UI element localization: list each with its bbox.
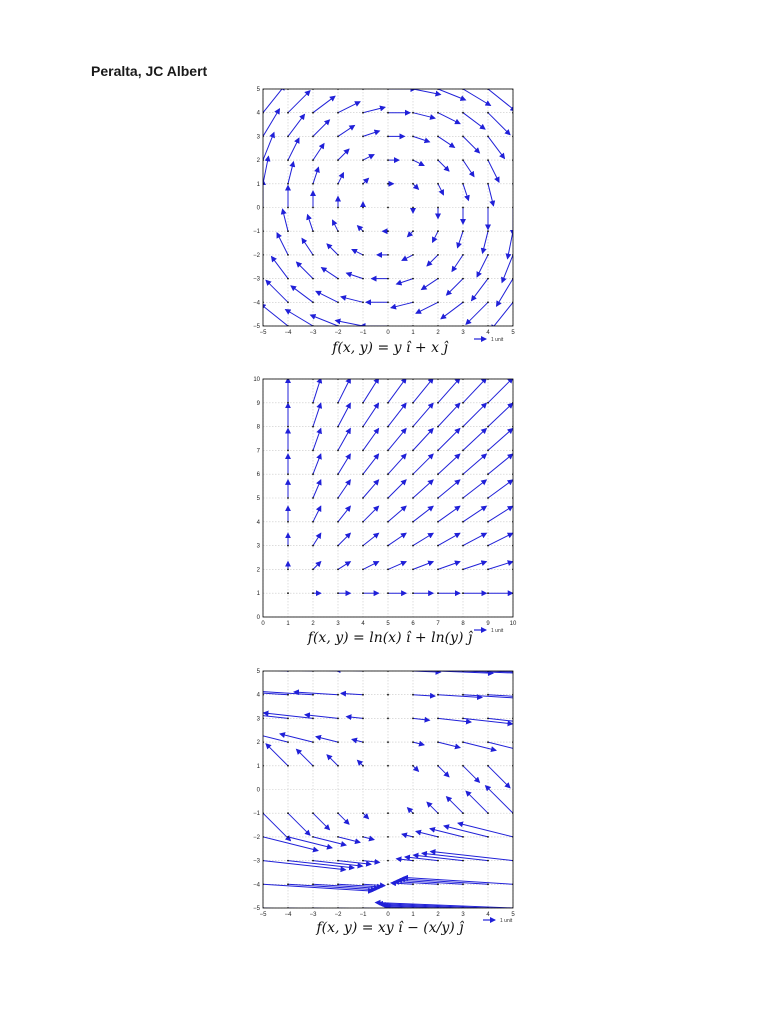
vector-arrow xyxy=(438,742,460,748)
grid-point xyxy=(362,883,364,885)
grid-point xyxy=(412,836,414,838)
quiver-key-label: 1 unit xyxy=(491,337,504,343)
vector-arrow xyxy=(444,826,488,837)
grid-point xyxy=(312,694,314,696)
grid-point xyxy=(362,860,364,862)
y-tick-label: 9 xyxy=(256,400,260,407)
y-tick-label: 5 xyxy=(256,496,260,502)
grid-point xyxy=(337,718,339,720)
grid-point xyxy=(412,765,414,767)
vector-arrow xyxy=(126,666,264,672)
y-tick-label: −2 xyxy=(253,834,260,841)
x-tick-label: 1 xyxy=(286,621,290,627)
y-tick-label: −4 xyxy=(253,300,260,307)
grid-point xyxy=(387,741,389,743)
vector-arrow xyxy=(402,834,413,837)
quiver-key-label: 1 unit xyxy=(500,918,513,924)
grid-point xyxy=(387,860,389,862)
grid-point xyxy=(412,741,414,743)
vector-arrow xyxy=(244,731,288,742)
y-tick-label: −3 xyxy=(253,276,260,283)
grid-point xyxy=(487,694,489,696)
grid-point xyxy=(362,741,364,743)
vector-arrow xyxy=(488,766,510,788)
vector-arrow xyxy=(391,883,413,884)
vector-arrow xyxy=(363,813,369,819)
grid-point xyxy=(487,812,489,814)
grid-point xyxy=(387,694,389,696)
grid-point xyxy=(437,741,439,743)
grid-point xyxy=(412,860,414,862)
vector-arrow xyxy=(313,813,330,830)
grid-point xyxy=(487,741,489,743)
grid-point xyxy=(462,883,464,885)
y-tick-label: 1 xyxy=(256,763,260,770)
vector-arrow xyxy=(347,717,364,719)
vector-arrow xyxy=(447,797,464,814)
grid-point xyxy=(462,836,464,838)
grid-point xyxy=(337,860,339,862)
vector-arrow xyxy=(513,718,596,727)
vector-arrow xyxy=(266,744,288,766)
grid-point xyxy=(362,718,364,720)
y-tick-label: 0 xyxy=(256,615,260,621)
y-tick-label: 1 xyxy=(256,591,260,598)
vector-arrow xyxy=(208,728,263,742)
vector-arrow xyxy=(263,837,318,851)
vector-arrow xyxy=(352,739,363,742)
vector-arrow xyxy=(427,802,438,813)
grid-point xyxy=(362,812,364,814)
x-tick-label: −5 xyxy=(259,912,267,918)
grid-point xyxy=(437,718,439,720)
vector-arrow xyxy=(466,791,488,813)
grid-point xyxy=(412,883,414,885)
y-tick-label: 0 xyxy=(256,205,260,212)
vector-arrow xyxy=(231,668,314,671)
vector-arrow xyxy=(288,837,332,848)
y-tick-label: 5 xyxy=(256,87,260,93)
x-tick-label: −1 xyxy=(359,912,367,918)
vector-arrow xyxy=(488,671,598,675)
grid-point xyxy=(287,765,289,767)
y-tick-label: −5 xyxy=(253,906,260,912)
vector-arrow xyxy=(363,884,385,885)
y-tick-label: −4 xyxy=(253,882,260,889)
grid-point xyxy=(387,812,389,814)
vector-arrow xyxy=(416,831,438,837)
y-tick-label: 4 xyxy=(256,692,260,699)
x-tick-label: 0 xyxy=(261,621,265,627)
grid-point xyxy=(337,836,339,838)
x-tick-label: 9 xyxy=(486,621,490,627)
y-tick-label: 5 xyxy=(256,669,260,675)
grid-point xyxy=(487,883,489,885)
y-tick-label: −5 xyxy=(253,324,260,330)
x-tick-label: −3 xyxy=(309,912,317,918)
grid-point xyxy=(287,694,289,696)
grid-point xyxy=(437,694,439,696)
vector-arrow xyxy=(288,813,310,835)
y-tick-label: 0 xyxy=(256,787,260,794)
x-tick-label: −4 xyxy=(284,330,292,336)
vector-arrow xyxy=(358,760,364,766)
grid-point xyxy=(337,741,339,743)
y-tick-label: 4 xyxy=(256,519,260,526)
vector-arrow xyxy=(463,766,480,783)
vector-arrow xyxy=(297,749,314,766)
y-tick-label: 4 xyxy=(256,110,260,117)
vector-arrow xyxy=(513,695,623,702)
vector-arrow xyxy=(413,718,430,720)
y-tick-label: −3 xyxy=(253,858,260,865)
vector-arrow xyxy=(438,766,449,777)
vector-arrow xyxy=(408,808,414,814)
y-tick-label: −1 xyxy=(253,229,260,236)
grid-point xyxy=(387,836,389,838)
grid-point xyxy=(437,765,439,767)
vector-arrow xyxy=(513,742,568,756)
x-tick-label: 4 xyxy=(486,912,490,918)
grid-point xyxy=(287,718,289,720)
x-tick-label: 3 xyxy=(461,912,465,918)
grid-point xyxy=(462,718,464,720)
grid-point xyxy=(287,812,289,814)
vector-arrow xyxy=(313,908,396,911)
grid-point xyxy=(487,836,489,838)
vector-arrow xyxy=(327,755,338,766)
x-tick-label: 2 xyxy=(436,330,440,336)
y-tick-label: 2 xyxy=(256,567,260,574)
x-tick-label: 3 xyxy=(336,621,340,627)
vector-arrow xyxy=(363,837,374,840)
grid-point xyxy=(337,812,339,814)
y-tick-label: 10 xyxy=(253,377,260,383)
grid-point xyxy=(312,765,314,767)
author-name: Peralta, JC Albert xyxy=(91,63,208,79)
x-tick-label: −2 xyxy=(334,330,342,336)
grid-point xyxy=(412,694,414,696)
x-tick-label: 5 xyxy=(511,912,515,918)
x-tick-label: 5 xyxy=(386,621,390,627)
vector-arrow xyxy=(263,813,291,841)
grid-point xyxy=(462,860,464,862)
vector-arrow xyxy=(486,786,514,814)
vector-arrow xyxy=(413,742,424,745)
y-tick-label: 8 xyxy=(256,424,260,431)
vector-arrow xyxy=(178,667,288,671)
x-tick-label: 1 xyxy=(411,330,415,336)
grid-point xyxy=(462,812,464,814)
x-tick-label: 0 xyxy=(386,330,390,336)
grid-point xyxy=(287,741,289,743)
grid-point xyxy=(387,883,389,885)
grid-point xyxy=(287,836,289,838)
x-tick-label: 7 xyxy=(436,621,440,627)
vector-arrow xyxy=(413,766,419,772)
grid-point xyxy=(462,694,464,696)
vector-arrow xyxy=(488,742,532,753)
x-tick-label: −1 xyxy=(359,330,367,336)
grid-point xyxy=(362,836,364,838)
x-tick-label: 2 xyxy=(311,621,315,627)
grid-point xyxy=(312,883,314,885)
y-tick-label: 2 xyxy=(256,740,260,747)
x-tick-label: 2 xyxy=(436,912,440,918)
formula-2: f(x, y) = ln(x) î + ln(y) ĵ xyxy=(307,630,473,646)
grid-point xyxy=(437,836,439,838)
grid-point xyxy=(487,718,489,720)
vector-arrow xyxy=(338,837,360,843)
formula-3: f(x, y) = xy î − (x/y) ĵ xyxy=(316,920,464,936)
vector-arrow xyxy=(153,688,263,695)
y-tick-label: −1 xyxy=(253,811,260,818)
x-tick-label: 4 xyxy=(486,330,490,336)
x-tick-label: 6 xyxy=(411,621,415,627)
vector-arrow xyxy=(181,709,264,718)
vector-arrow xyxy=(288,908,398,912)
grid-point xyxy=(487,860,489,862)
grid-point xyxy=(412,812,414,814)
x-tick-label: −2 xyxy=(334,912,342,918)
grid-point xyxy=(312,718,314,720)
grid-point xyxy=(487,765,489,767)
grid-point xyxy=(337,694,339,696)
grid-point xyxy=(462,741,464,743)
grid-point xyxy=(337,883,339,885)
y-tick-label: 3 xyxy=(256,716,260,723)
x-tick-label: −5 xyxy=(259,330,267,336)
x-tick-label: 8 xyxy=(461,621,465,627)
vector-arrow xyxy=(513,671,651,677)
grid-point xyxy=(312,812,314,814)
grid-point xyxy=(312,741,314,743)
grid-point xyxy=(387,718,389,720)
x-tick-label: 1 xyxy=(411,912,415,918)
grid-point xyxy=(412,718,414,720)
y-tick-label: 2 xyxy=(256,158,260,165)
x-tick-label: 0 xyxy=(386,912,390,918)
y-tick-label: 1 xyxy=(256,181,260,188)
vector-arrow xyxy=(316,737,338,743)
x-tick-label: −4 xyxy=(284,912,292,918)
x-tick-label: 4 xyxy=(361,621,365,627)
grid-point xyxy=(312,836,314,838)
grid-point xyxy=(437,812,439,814)
grid-point xyxy=(337,765,339,767)
grid-point xyxy=(312,860,314,862)
y-tick-label: 6 xyxy=(256,472,260,479)
x-tick-label: 5 xyxy=(511,330,515,336)
grid-point xyxy=(287,860,289,862)
grid-point xyxy=(462,765,464,767)
grid-point xyxy=(387,765,389,767)
y-tick-label: 3 xyxy=(256,134,260,141)
grid-point xyxy=(437,860,439,862)
grid-point xyxy=(287,883,289,885)
vector-arrow xyxy=(513,766,541,794)
vector-arrow xyxy=(458,823,513,837)
y-tick-label: −2 xyxy=(253,252,260,259)
x-tick-label: −3 xyxy=(309,330,317,336)
y-tick-label: 7 xyxy=(256,448,260,455)
grid-point xyxy=(437,883,439,885)
vector-arrow xyxy=(338,813,349,824)
quiver-key-label: 1 unit xyxy=(491,628,504,634)
formula-1: f(x, y) = y î + x ĵ xyxy=(332,340,448,356)
grid-point xyxy=(362,765,364,767)
grid-point xyxy=(362,694,364,696)
x-tick-label: 10 xyxy=(509,621,517,627)
y-tick-label: 3 xyxy=(256,543,260,550)
x-tick-label: 3 xyxy=(461,330,465,336)
